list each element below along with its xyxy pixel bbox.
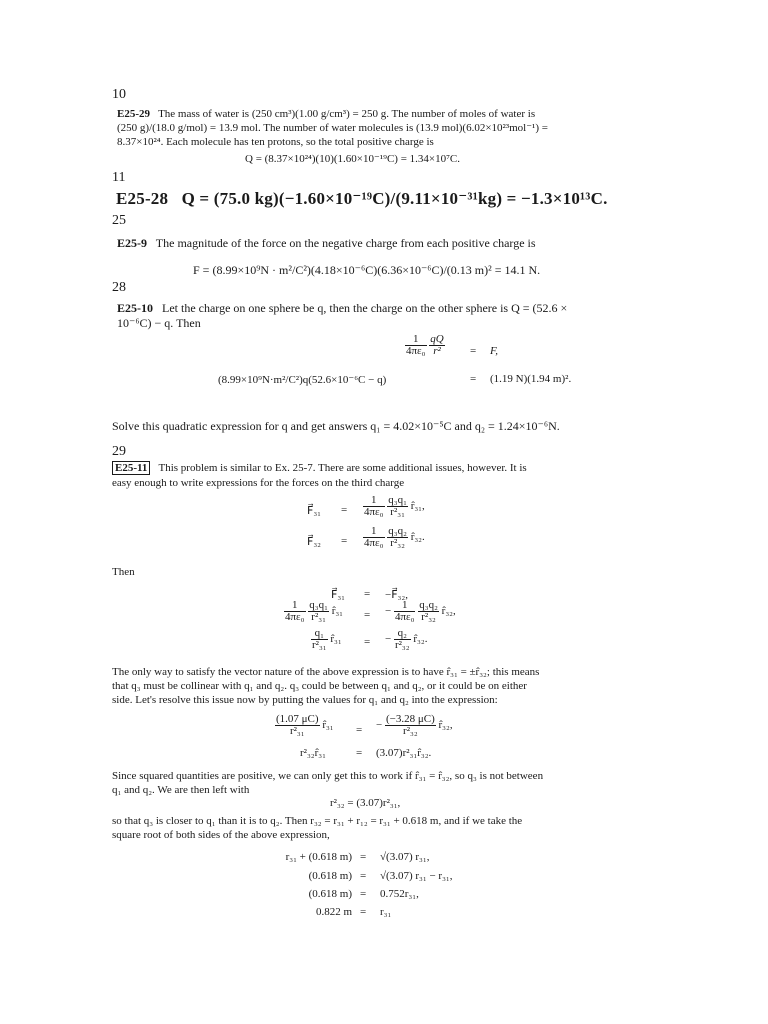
- problem-number-29: 29: [112, 444, 126, 459]
- coulomb-equation: [405, 334, 445, 357]
- equals-sign: =: [341, 504, 348, 516]
- then-text: Then: [112, 566, 135, 578]
- equals-sign: =: [360, 906, 367, 918]
- equation-rhs: (3.07)r²₃₁r̂₃₂.: [376, 747, 432, 759]
- paragraph-line: q₁ and q₂. We are then left with: [112, 784, 250, 796]
- equals-sign: =: [360, 888, 367, 900]
- equation-lhs: $\frac{(1.07 \mu C)}{\text{r²₃₁}}$ r̂₃₁: [276, 713, 334, 737]
- paragraph-line: [117, 108, 535, 121]
- paragraph-text: The mass of water is (250 cm³)(1.00 g/cm³) = 250 g. The number of moles of water is: [158, 108, 536, 120]
- paragraph-text: Let the charge on one sphere be q, then the charge on the other sphere is Q = (52.6 ×: [162, 301, 568, 315]
- paragraph-line: easy enough to write expressions for the forces on the third charge: [112, 477, 405, 489]
- equals-sign: =: [356, 724, 363, 736]
- equation-lhs: (8.99×10⁹N·m²/C²)q(52.6×10⁻⁶C − q): [218, 374, 387, 386]
- equation-rhs: √(3.07) r₃₁,: [380, 851, 430, 863]
- paragraph-line: [112, 462, 527, 475]
- conclusion-text: Solve this quadratic expression for q and get answers q₁ = 4.02×10⁻⁵C and q₂ = 1.24×10⁻⁶N.: [112, 419, 560, 433]
- equation-rhs: − $\frac{\text{q₂}}{\text{r²₃₂}}$ r̂₃₂.: [385, 627, 428, 651]
- equation: Q = (75.0 kg)(−1.60×10⁻¹⁹C)/(9.11×10⁻³¹kg) = −1.3×10¹³C.: [181, 189, 608, 208]
- equation-lhs: (0.618 m): [308, 870, 352, 882]
- equation-lhs: (0.618 m): [308, 888, 352, 900]
- equals-sign: =: [356, 747, 363, 759]
- equation-lhs: $\frac{1}{\text{4πε₀}}$ $\frac{\text{q₃q₁}}{\text{r²₃₁}}$ r̂₃₁: [285, 599, 344, 623]
- equals-sign: =: [470, 345, 477, 357]
- equation-rhs: (1.19 N)(1.94 m)².: [490, 373, 572, 385]
- paragraph-line: [117, 236, 536, 250]
- problem-number-11: 11: [112, 170, 126, 185]
- force-vector: F⃗₃₁: [307, 505, 321, 517]
- equation-rhs: 0.752r₃₁,: [380, 888, 419, 900]
- paragraph-line: 8.37×10²⁴. Each molecule has ten protons, so the total positive charge is: [117, 136, 434, 148]
- equation-lhs: 0.822 m: [315, 906, 352, 918]
- exercise-label: E25-9: [117, 236, 147, 250]
- equals-sign: =: [360, 851, 367, 863]
- equals-sign: =: [364, 588, 371, 600]
- equation-lhs: r²₃₂r̂₃₁: [300, 747, 326, 759]
- exercise-label: E25-28: [116, 189, 169, 208]
- force-vector: F⃗₃₂: [307, 536, 321, 548]
- equation-rhs: √(3.07) r₃₁ − r₃₁,: [380, 870, 453, 882]
- exercise-label: E25-10: [117, 301, 153, 315]
- equation-lhs: r₃₁ + (0.618 m): [285, 851, 352, 863]
- exercise-label-boxed: E25-11: [112, 461, 150, 475]
- exercise-label: E25-29: [117, 108, 150, 120]
- equation-rhs: −F⃗₃₂,: [385, 589, 408, 601]
- paragraph-line: so that q₃ is closer to q₁ than it is to q₂. Then r₃₂ = r₃₁ + r₁₂ = r₃₁ + 0.618 m, and if we take the: [112, 815, 523, 827]
- paragraph-text: The magnitude of the force on the negative charge from each positive charge is: [155, 236, 536, 250]
- equation-lhs: $\frac{\text{q₁}}{\text{r²₃₁}}$ r̂₃₁: [312, 627, 342, 651]
- problem-number-10: 10: [112, 87, 126, 102]
- equation: F = (8.99×10⁹N · m²/C²)(4.18×10⁻⁶C)(6.36×10⁻⁶C)/(0.13 m)² = 14.1 N.: [193, 263, 541, 277]
- equals-sign: =: [364, 636, 371, 648]
- equation-line: [116, 189, 608, 209]
- equation: r²₃₂ = (3.07)r²₃₁,: [330, 797, 401, 809]
- paragraph-line: 10⁻⁶C) − q. Then: [117, 316, 201, 330]
- force-expression: $\frac{1}{\text{4πε₀}}$ $\frac{\text{q₃q₁}}{\text{r²₃₁}}$ r̂₃₁,: [364, 494, 425, 518]
- paragraph-line: side. Let's resolve this issue now by putting the values for q₁ and q₂ into the expression:: [112, 694, 498, 706]
- equation-rhs: F,: [490, 345, 499, 357]
- equation: Q = (8.37×10²⁴)(10)(1.60×10⁻¹⁹C) = 1.34×10⁷C.: [245, 153, 461, 165]
- paragraph-line: (250 g)/(18.0 g/mol) = 13.9 mol. The number of water molecules is (13.9 mol)(6.02×10²³mol⁻¹) =: [117, 122, 548, 134]
- paragraph-line: The only way to satisfy the vector nature of the above expression is to have r̂₃₁ = ±r̂₃₂; this means: [112, 666, 540, 678]
- equation-rhs: − $\frac{(-3.28 \mu C)}{\text{r²₃₂}}$ r̂₃₂,: [376, 713, 453, 737]
- problem-number-25: 25: [112, 213, 126, 228]
- paragraph-line: that q₃ must be collinear with q₁ and q₂. q₃ could be between q₁ and q₂, or it could be on either: [112, 680, 527, 692]
- equation-rhs: − $\frac{1}{\text{4πε₀}}$ $\frac{\text{q₃q₂}}{\text{r²₃₂}}$ r̂₃₂,: [385, 599, 456, 623]
- force-vector: F⃗₃₁: [331, 589, 345, 601]
- equals-sign: =: [364, 609, 371, 621]
- force-expression: $\frac{1}{\text{4πε₀}}$ $\frac{\text{q₃q₂}}{\text{r²₃₂}}$ r̂₃₂.: [364, 525, 425, 549]
- equation-rhs: r₃₁: [380, 906, 392, 918]
- paragraph-text: This problem is similar to Ex. 25-7. There are some additional issues, however. It is: [158, 462, 527, 474]
- equals-sign: =: [470, 373, 477, 385]
- paragraph-line: square root of both sides of the above expression,: [112, 829, 330, 841]
- fraction: $\frac{qQ}{\text{r²}}$: [430, 333, 444, 357]
- fraction: $\frac{1}{\text{4πε₀}}$: [406, 333, 426, 357]
- paragraph-line: [117, 301, 567, 315]
- paragraph-line: Since squared quantities are positive, we can only get this to work if r̂₃₁ = r̂₃₂, so q₃ is not between: [112, 770, 544, 782]
- equals-sign: =: [341, 535, 348, 547]
- problem-number-28: 28: [112, 280, 126, 295]
- equals-sign: =: [360, 870, 367, 882]
